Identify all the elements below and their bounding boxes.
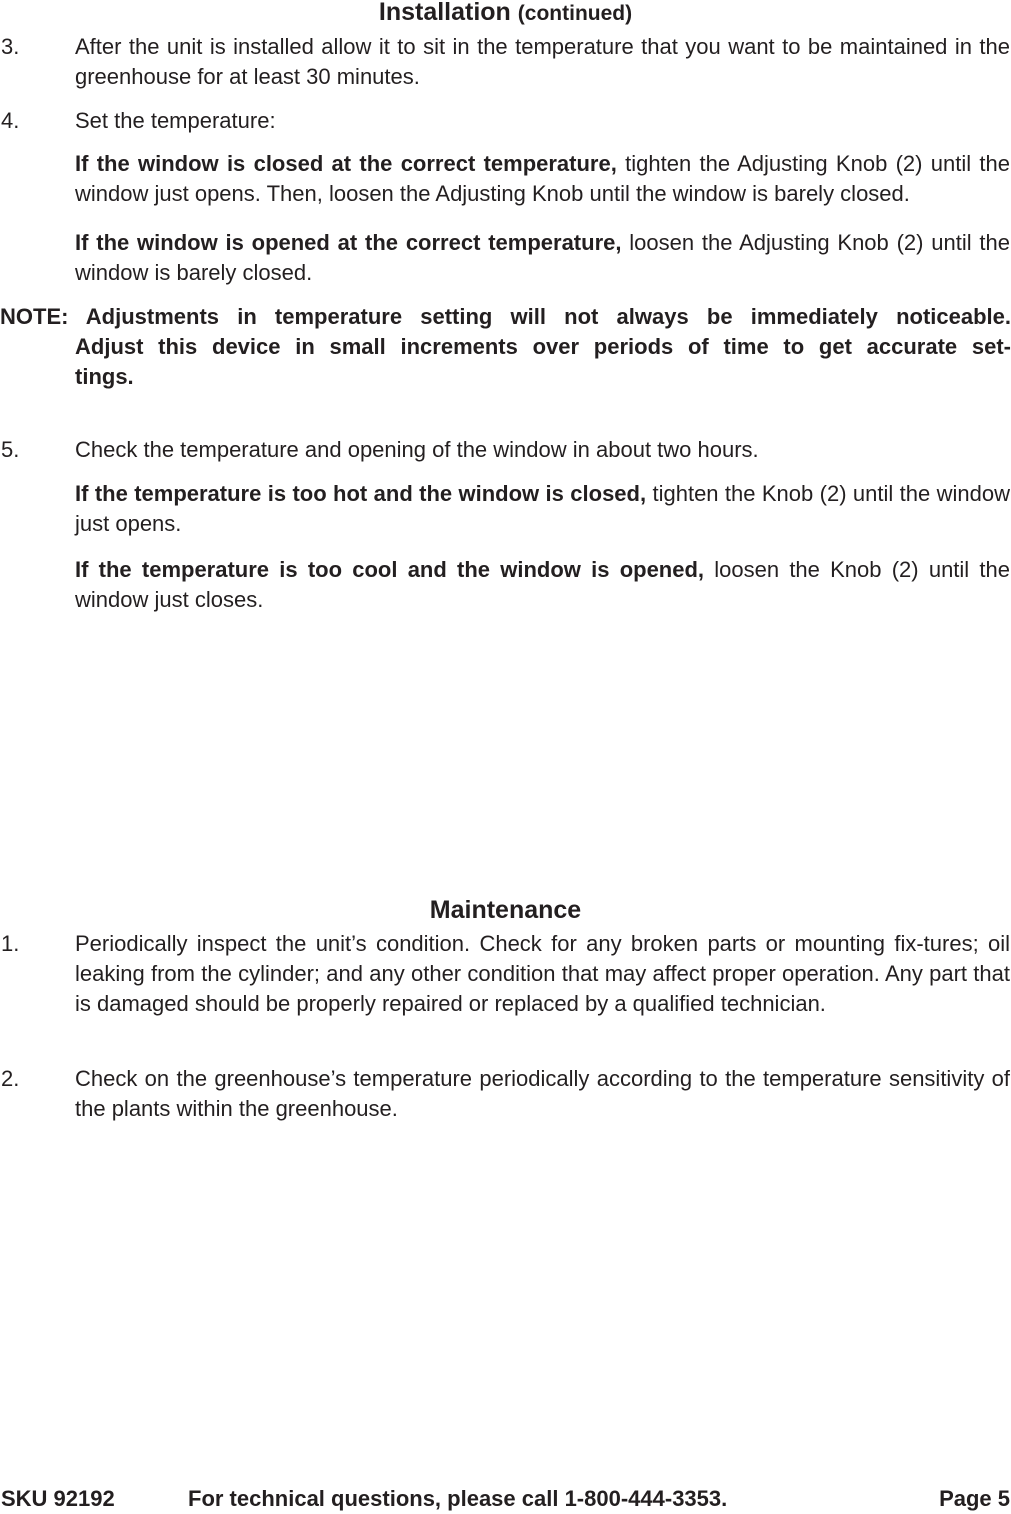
step-text: Periodically inspect the unit’s condition. Check for any broken parts or mounting fix-tures; oil leaking from the cylinder; and any other condition that may affect proper operation. Any part that is damaged should be properly repaired or replaced by a qualified technician.: [75, 931, 1010, 1016]
too-hot-condition: If the temperature is too hot and the window is closed,: [75, 481, 647, 506]
closed-window-action: tighten the Adjusting Knob (2) until the window just opens. Then, loosen the Adjusting Knob until the window is barely closed.: [75, 151, 1010, 206]
step-text: Set the temperature:: [75, 108, 276, 133]
installation-title-suffix: (continued): [517, 2, 633, 25]
footer-page-number: Page 5: [939, 1486, 1010, 1511]
step-text: Check the temperature and opening of the window in about two hours.: [75, 437, 759, 462]
too-hot-instruction: [0, 479, 1011, 539]
note-line-1: NOTE: Adjustments in temperature setting will not always be immediately noticeable.: [0, 304, 1011, 329]
step-number: 5.: [1, 437, 20, 462]
opened-window-condition: If the window is opened at the correct temperature,: [75, 230, 622, 255]
maintenance-step-2: [0, 1064, 1011, 1124]
step-number: 3.: [1, 34, 20, 59]
step-number: 2.: [1, 1066, 20, 1091]
step-number: 4.: [1, 108, 20, 133]
opened-window-action: loosen the Adjusting Knob (2) until the window is barely closed.: [75, 230, 1010, 285]
step-text: Check on the greenhouse’s temperature periodically according to the temperature sensitivity of the plants within the greenhouse.: [75, 1066, 1010, 1121]
note-line-3: tings.: [75, 364, 134, 389]
closed-window-instruction: [0, 149, 1011, 209]
too-cool-condition: If the temperature is too cool and the window is opened,: [75, 557, 705, 582]
install-step-4: [0, 106, 1011, 136]
too-cool-instruction: [0, 555, 1011, 615]
too-hot-action: tighten the Knob (2) until the window just opens.: [75, 481, 1010, 536]
installation-title: Installation: [378, 0, 511, 26]
install-step-5: [0, 435, 1011, 465]
opened-window-instruction: [0, 228, 1011, 288]
footer-sku: SKU 92192: [1, 1486, 115, 1511]
too-cool-action: loosen the Knob (2) until the window just closes.: [75, 557, 1010, 612]
install-step-3: [0, 32, 1011, 92]
footer-support-phone: For technical questions, please call 1-800-444-3353.: [188, 1486, 728, 1511]
step-number: 1.: [1, 931, 20, 956]
note-line-2: Adjust this device in small increments over periods of time to get accurate set-: [75, 334, 1011, 359]
maintenance-title: Maintenance: [429, 896, 582, 924]
maintenance-step-1: [0, 929, 1011, 1019]
adjustment-note: [0, 302, 1011, 392]
closed-window-condition: If the window is closed at the correct temperature,: [75, 151, 617, 176]
installation-heading: [0, 0, 1011, 29]
step-text: After the unit is installed allow it to sit in the temperature that you want to be maintained in the greenhouse for at least 30 minutes.: [75, 34, 1010, 89]
